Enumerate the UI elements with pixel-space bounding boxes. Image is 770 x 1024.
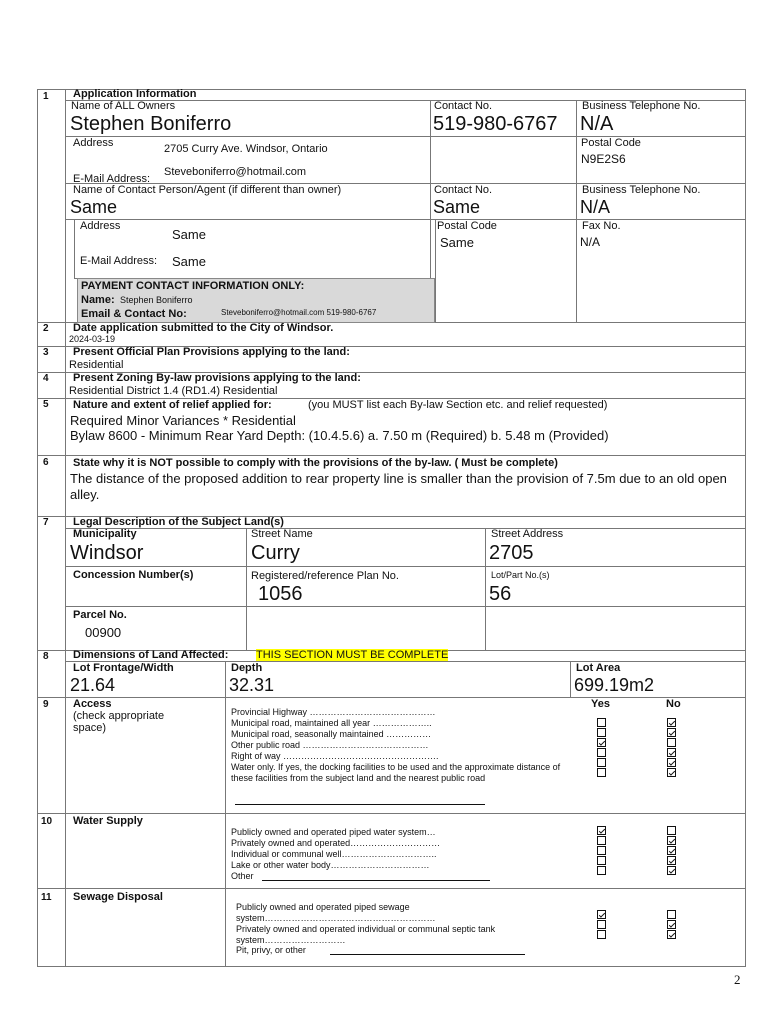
business-phone-label: Business Telephone No. [582, 100, 701, 112]
access-no-checkbox[interactable] [667, 758, 676, 767]
date-submitted-value: 2024-03-19 [69, 334, 116, 344]
water-yes-checkbox[interactable] [597, 846, 606, 855]
relief-note: (you MUST list each By-law Section etc. and relief requested) [308, 399, 608, 411]
sewage-yes-checkbox[interactable] [597, 910, 606, 919]
section-number: 8 [43, 651, 49, 662]
water-yes-checkbox[interactable] [597, 856, 606, 865]
zoning-value: Residential District 1.4 (RD1.4) Residential [69, 385, 278, 397]
parcel-value: 00900 [85, 625, 122, 640]
agent-business-phone-label: Business Telephone No. [582, 184, 701, 196]
page-number: 2 [734, 972, 741, 987]
access-no-checkbox[interactable] [667, 718, 676, 727]
street-name-label: Street Name [251, 528, 313, 540]
street-address-label: Street Address [491, 528, 564, 540]
plan-value: 1056 [258, 583, 303, 605]
water-no-checkbox[interactable] [667, 866, 676, 875]
sewage-no-checkbox[interactable] [667, 920, 676, 929]
municipality-label: Municipality [73, 528, 137, 540]
water-option: Other [231, 871, 254, 881]
section-number: 3 [43, 347, 49, 358]
access-yes-checkbox[interactable] [597, 748, 606, 757]
lot-frontage-label: Lot Frontage/Width [73, 662, 174, 674]
water-yes-checkbox[interactable] [597, 826, 606, 835]
access-no-checkbox[interactable] [667, 728, 676, 737]
agent-address-label: Address [80, 220, 121, 232]
dimensions-warning: THIS SECTION MUST BE COMPLETE [256, 649, 449, 661]
access-no-checkbox[interactable] [667, 748, 676, 757]
access-yes-checkbox[interactable] [597, 718, 606, 727]
access-option: Provincial Highway …………………………………… [231, 707, 436, 717]
lot-area-label: Lot Area [576, 662, 621, 674]
contact-value: 519-980-6767 [433, 113, 558, 135]
sewage-yes-checkbox[interactable] [597, 930, 606, 939]
access-yes-checkbox[interactable] [597, 768, 606, 777]
concession-label: Concession Number(s) [73, 569, 194, 581]
agent-address-value: Same [172, 227, 206, 242]
relief-title: Nature and extent of relief applied for: [73, 399, 272, 411]
access-title: Access [73, 698, 112, 710]
fax-value: N/A [580, 235, 601, 249]
lot-part-value: 56 [489, 583, 512, 605]
sewage-option: Privately owned and operated individual or communal septic tank system……………………… [236, 924, 496, 945]
depth-value: 32.31 [229, 675, 275, 695]
access-yes-checkbox[interactable] [597, 738, 606, 747]
agent-postal-label: Postal Code [437, 220, 497, 232]
relief-line-2: Bylaw 8600 - Minimum Rear Yard Depth: (10.4.5.6) a. 7.50 m (Required) b. 5.48 m (Provided) [70, 428, 609, 443]
agent-postal-value: Same [440, 235, 474, 250]
section-number: 4 [43, 373, 49, 384]
agent-email-value: Same [172, 254, 206, 269]
dimensions-title: Dimensions of Land Affected: [73, 649, 229, 661]
parcel-label: Parcel No. [73, 609, 127, 621]
agent-email-label: E-Mail Address: [80, 255, 158, 267]
section-number: 1 [43, 91, 49, 102]
plan-label: Registered/reference Plan No. [251, 570, 399, 582]
access-option: Other public road …………………………………… [231, 740, 429, 750]
municipality-value: Windsor [70, 542, 144, 564]
contact-label: Contact No. [434, 100, 493, 112]
access-subtitle: (check appropriate space) [73, 710, 165, 734]
water-option: Publicly owned and operated piped water system… [231, 827, 436, 837]
water-option: Privately owned and operated………………………… [231, 838, 441, 848]
sewage-option: Publicly owned and operated piped sewage system………………………………………………… [236, 902, 436, 923]
water-no-checkbox[interactable] [667, 856, 676, 865]
payment-email-label: Email & Contact No: [81, 308, 187, 320]
lot-part-label: Lot/Part No.(s) [491, 570, 550, 580]
non-compliance-title: State why it is NOT possible to comply with the provisions of the by-law. ( Must be complete) [73, 457, 558, 469]
date-submitted-title: Date application submitted to the City of Windsor. [73, 322, 334, 334]
access-yes-checkbox[interactable] [597, 728, 606, 737]
sewage-no-checkbox[interactable] [667, 930, 676, 939]
lot-frontage-value: 21.64 [70, 675, 116, 695]
owners-value: Stephen Boniferro [70, 113, 232, 135]
section-number: 7 [43, 517, 49, 528]
postal-code-label: Postal Code [581, 137, 641, 149]
access-yes-checkbox[interactable] [597, 758, 606, 767]
non-compliance-value: The distance of the proposed addition to rear property line is smaller than the provision of 7.5m due to an old open alley. [70, 471, 727, 502]
water-yes-checkbox[interactable] [597, 836, 606, 845]
agent-contact-value: Same [433, 197, 481, 217]
business-phone-value: N/A [580, 113, 614, 135]
relief-line-1: Required Minor Variances * Residential [70, 413, 296, 428]
zoning-title: Present Zoning By-law provisions applying to the land: [73, 372, 361, 384]
water-no-checkbox[interactable] [667, 846, 676, 855]
agent-business-phone-value: N/A [580, 197, 611, 217]
official-plan-value: Residential [69, 359, 124, 371]
water-supply-title: Water Supply [73, 815, 143, 827]
sewage-title: Sewage Disposal [73, 891, 163, 903]
email-label: E-Mail Address: [73, 173, 151, 185]
access-no-checkbox[interactable] [667, 738, 676, 747]
agent-label: Name of Contact Person/Agent (if different than owner) [73, 184, 342, 196]
payment-contact-title: PAYMENT CONTACT INFORMATION ONLY: [81, 280, 305, 292]
access-option: Municipal road, maintained all year ……………….. [231, 718, 432, 728]
depth-label: Depth [231, 662, 263, 674]
address-label: Address [73, 137, 114, 149]
email-value: Steveboniferro@hotmail.com [164, 166, 307, 178]
address-value: 2705 Curry Ave. Windsor, Ontario [164, 143, 328, 155]
section-number: 6 [43, 457, 49, 468]
owners-label: Name of ALL Owners [71, 100, 176, 112]
agent-contact-label: Contact No. [434, 184, 493, 196]
access-option: Water only. If yes, the docking facilities to be used and the approximate distance of these facilities from the subject land and the nearest public road [231, 762, 561, 783]
fax-label: Fax No. [582, 220, 621, 232]
water-option: Lake or other water body…………………………… [231, 860, 430, 870]
lot-area-value: 699.19m2 [574, 675, 655, 695]
section-number: 5 [43, 399, 49, 410]
section-number: 2 [43, 323, 49, 334]
water-option: Individual or communal well………………………….. [231, 849, 437, 859]
no-column-label: No [666, 698, 681, 710]
section-number: 10 [41, 816, 53, 827]
water-no-checkbox[interactable] [667, 826, 676, 835]
agent-value: Same [70, 197, 118, 217]
official-plan-title: Present Official Plan Provisions applying to the land: [73, 346, 350, 358]
sewage-no-checkbox[interactable] [667, 910, 676, 919]
payment-name-value: Stephen Boniferro [120, 295, 193, 305]
street-name-value: Curry [251, 542, 300, 564]
payment-name-label: Name: [81, 294, 115, 306]
access-option: Right of way ……………………………………………. [231, 751, 439, 761]
access-no-checkbox[interactable] [667, 768, 676, 777]
sewage-yes-checkbox[interactable] [597, 920, 606, 929]
water-yes-checkbox[interactable] [597, 866, 606, 875]
postal-code-value: N9E2S6 [581, 152, 626, 166]
street-address-value: 2705 [489, 542, 534, 564]
legal-description-title: Legal Description of the Subject Land(s) [73, 516, 284, 528]
section-title: Application Information [73, 88, 197, 100]
payment-email-value: Steveboniferro@hotmail.com 519-980-6767 [221, 308, 377, 317]
sewage-option: Pit, privy, or other [236, 945, 306, 955]
section-number: 9 [43, 699, 49, 710]
yes-column-label: Yes [591, 698, 610, 710]
access-option: Municipal road, seasonally maintained …………… [231, 729, 432, 739]
section-number: 11 [41, 892, 52, 903]
water-no-checkbox[interactable] [667, 836, 676, 845]
